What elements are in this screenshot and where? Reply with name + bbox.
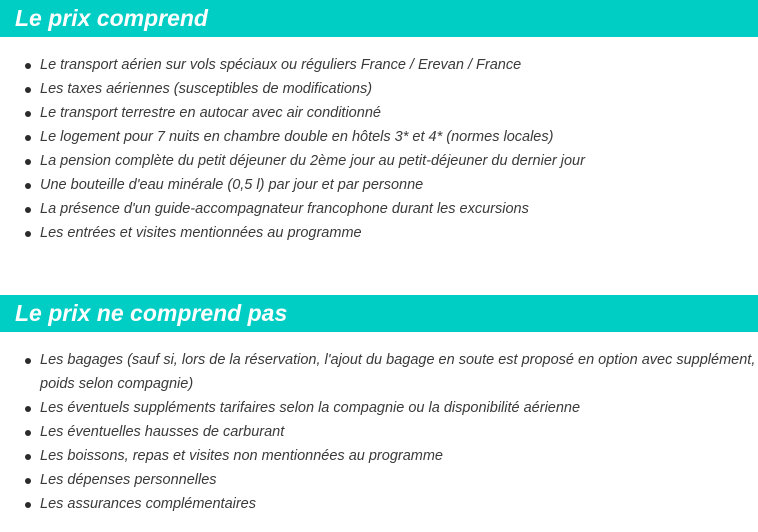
list-item-text: La présence d'un guide-accompagnateur francophone durant les excursions — [40, 201, 529, 217]
list-item-text: Le transport terrestre en autocar avec air conditionné — [40, 105, 381, 121]
bullet-icon — [25, 406, 31, 412]
excluded-section-header — [0, 295, 758, 332]
bullet-icon — [25, 87, 31, 93]
list-item — [0, 197, 758, 221]
list-item — [0, 492, 758, 516]
list-item-text: Les bagages (sauf si, lors de la réservation, l'ajout du bagage en soute est proposé en option avec supplément, poids selon compagnie) — [40, 352, 756, 392]
list-item — [0, 221, 758, 245]
bullet-icon — [25, 430, 31, 436]
list-item — [0, 468, 758, 492]
bullet-icon — [25, 454, 31, 460]
list-item-text: Les entrées et visites mentionnées au programme — [40, 225, 362, 241]
bullet-icon — [25, 183, 31, 189]
excluded-list — [0, 348, 758, 516]
list-item-text: La pension complète du petit déjeuner du 2ème jour au petit-déjeuner du dernier jour — [40, 153, 585, 169]
list-item — [0, 53, 758, 77]
list-item-text: Les boissons, repas et visites non mentionnées au programme — [40, 448, 443, 464]
bullet-icon — [25, 478, 31, 484]
list-item-text: Les assurances complémentaires — [40, 496, 256, 512]
bullet-icon — [25, 111, 31, 117]
included-list — [0, 53, 758, 245]
list-item-text: Le logement pour 7 nuits en chambre double en hôtels 3* et 4* (normes locales) — [40, 129, 554, 145]
list-item — [0, 444, 758, 468]
list-item-text: Les éventuels suppléments tarifaires selon la compagnie ou la disponibilité aérienne — [40, 400, 581, 416]
bullet-icon — [25, 231, 31, 237]
list-item — [0, 348, 758, 396]
list-item — [0, 173, 758, 197]
bullet-icon — [25, 159, 31, 165]
list-item-text: Les dépenses personnelles — [40, 472, 217, 488]
list-item-text: Une bouteille d'eau minérale (0,5 l) par jour et par personne — [40, 177, 424, 193]
bullet-icon — [25, 135, 31, 141]
included-section-title: Le prix comprend — [15, 5, 208, 31]
list-item — [0, 420, 758, 444]
list-item — [0, 77, 758, 101]
list-item — [0, 396, 758, 420]
list-item — [0, 125, 758, 149]
list-item — [0, 149, 758, 173]
bullet-icon — [25, 502, 31, 508]
bullet-icon — [25, 207, 31, 213]
bullet-icon — [25, 358, 31, 364]
list-item-text: Les taxes aériennes (susceptibles de modifications) — [40, 81, 373, 97]
included-section-header — [0, 0, 758, 37]
excluded-section-title: Le prix ne comprend pas — [15, 300, 288, 326]
bullet-icon — [25, 63, 31, 69]
list-item-text: Les éventuelles hausses de carburant — [40, 424, 285, 440]
list-item — [0, 101, 758, 125]
list-item-text: Le transport aérien sur vols spéciaux ou réguliers France / Erevan / France — [40, 57, 522, 73]
